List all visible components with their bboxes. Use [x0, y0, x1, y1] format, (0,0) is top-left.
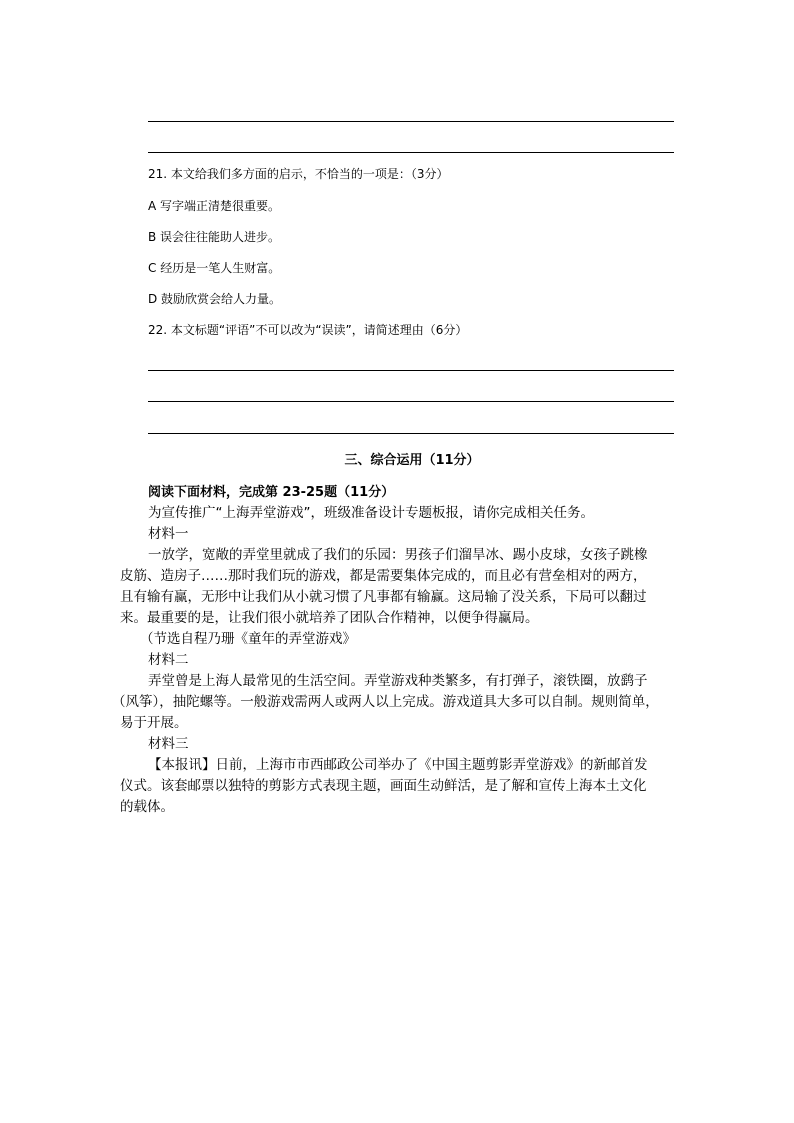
section-title: 三、综合运用（11分） [344, 453, 480, 468]
material-2-line: 易于开展。 [120, 715, 188, 731]
answer-line [148, 121, 674, 122]
question-22-prompt: 22. 本文标题“评语”不可以改为“误读”，请简述理由（6分） [148, 323, 468, 337]
question-21-option-a: A 写字端正清楚很重要。 [148, 199, 281, 213]
material-1-line: 来。最重要的是，让我们很小就培养了团队合作精神，以便争得赢局。 [120, 610, 539, 626]
material-2-line: （风筝），抽陀螺等。一般游戏需两人或两人以上完成。游戏道具大多可以自制。规则简单， [112, 694, 659, 710]
question-21-option-c: C 经历是一笔人生财富。 [148, 261, 281, 275]
material-1-heading: 材料一 [148, 526, 189, 542]
material-1-line: 皮筋、造房子……那时我们玩的游戏，都是需要集体完成的，而且必有营垒相对的两方， [120, 568, 647, 584]
question-21-option-d: D 鼓励欣赏会给人力量。 [148, 292, 282, 306]
material-3-heading: 材料三 [148, 736, 189, 752]
material-2-heading: 材料二 [148, 652, 189, 668]
answer-line [148, 433, 674, 434]
material-3-line: 【本报讯】日前，上海市市西邮政公司举办了《中国主题剪影弄堂游戏》的新邮首发 [148, 757, 648, 773]
material-3-line: 的载体。 [120, 799, 174, 815]
question-21-prompt: 21. 本文给我们多方面的启示，不恰当的一项是：（3分） [148, 167, 449, 181]
material-1-line: 且有输有赢，无形中让我们从小就习惯了凡事都有输赢。这局输了没关系，下局可以翻过 [120, 589, 647, 605]
answer-line [148, 152, 674, 153]
material-2-line: 弄堂曾是上海人最常见的生活空间。弄堂游戏种类繁多，有打弹子，滚铁圈，放鹞子 [148, 673, 648, 689]
material-1-line: 一放学，宽敞的弄堂里就成了我们的乐园：男孩子们溜旱冰、踢小皮球，女孩子跳橡 [148, 547, 648, 563]
section-intro: 为宣传推广“上海弄堂游戏”，班级准备设计专题板报，请你完成相关任务。 [148, 505, 594, 521]
section-instruction: 阅读下面材料，完成第 23-25题（11分） [148, 485, 395, 500]
question-21-option-b: B 误会往往能助人进步。 [148, 230, 281, 244]
material-1-source: （节选自程乃珊《童年的弄堂游戏》 [140, 631, 356, 647]
material-3-line: 仪式。该套邮票以独特的剪影方式表现主题，画面生动鲜活，是了解和宣传上海本土文化 [120, 778, 647, 794]
answer-line [148, 401, 674, 402]
answer-line [148, 370, 674, 371]
